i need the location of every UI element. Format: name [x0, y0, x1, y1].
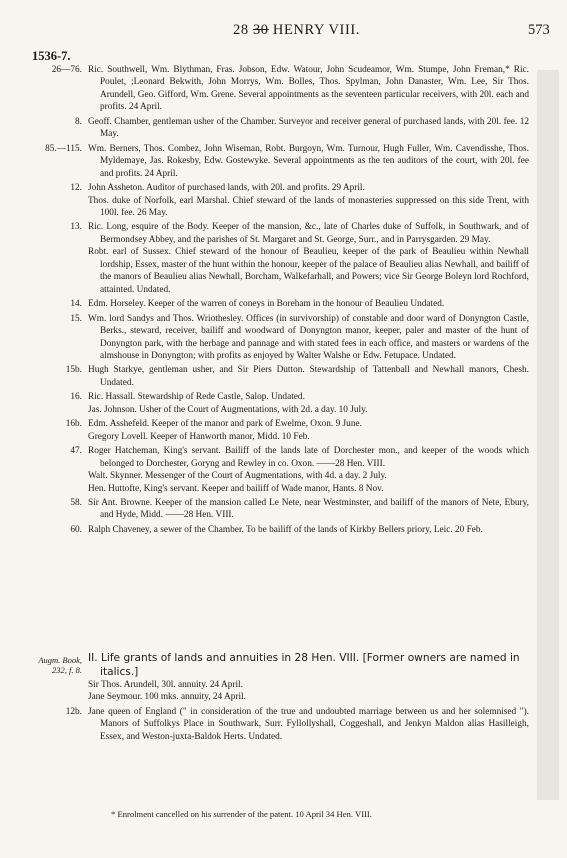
entry-text: Sir Ant. Browne. Keeper of the mansion called Le Nete, near Westminster, and bailiff of the manors of Nete, Ebury, and Hyde, Midd. ——28 Hen. VIII.: [88, 497, 529, 521]
entry-number: 13.: [70, 222, 82, 233]
entry-text: Hugh Starkye, gentleman usher, and Sir Piers Dutton. Stewardship of Tattenball and Newhall manors, Chesh. Undated.: [88, 365, 529, 388]
entry-number: 47.: [70, 446, 82, 457]
list-item: [0, 470, 567, 482]
list-item: [0, 246, 567, 296]
entry-text: Roger Hatcheman, King's servant. Bailiff of the lands late of Dorchester mon., and keeper of the woods which belonged to Dorchester, Goryng and Rewley in co. Oxon. ——28 Hen. VIII.: [88, 446, 529, 469]
list-item: [0, 679, 567, 691]
entry-number: 16.: [70, 392, 82, 403]
entry-number: 15b.: [65, 365, 82, 376]
entry-text: Ralph Chaveney, a sewer of the Chamber. To be bailiff of the lands of Kirkby Bellers priory, Leic. 20 Feb.: [88, 524, 483, 535]
list-item: [0, 182, 567, 194]
entry-text: Walt. Skynner. Messenger of the Court of Augmentations, with 4d. a day. 2 July.: [88, 471, 387, 482]
list-item: [0, 431, 567, 443]
list-item: [0, 116, 567, 141]
margin-ref-line: 232, f. 8.: [52, 665, 82, 675]
entry-text: Jane queen of England (" in consideration of the true and undoubted marriage between us and her solemnised "). Manors of Suffolkys Place in Southwark, Surr. Fyllollyshall, Coggeshall, and Jenkyn Maldon alias Hasilleigh, Essex, and Weston-juxta-Baldok Herts. Undated.: [88, 706, 529, 742]
reign-number: 28: [233, 22, 249, 38]
entry-text: Hen. Huttofte, King's servant. Keeper and bailiff of Wade manor, Hants. 8 Nov.: [88, 483, 384, 494]
entries-list: [0, 64, 567, 536]
entry-text: Edm. Asshefeld. Keeper of the manor and park of Ewelme, Oxon. 9 June.: [88, 419, 362, 430]
list-item: [0, 313, 567, 363]
margin-reference: [0, 652, 88, 679]
page-number: 573: [528, 22, 550, 38]
entry-text: Gregory Lovell. Keeper of Hanworth manor, Midd. 10 Feb.: [88, 431, 310, 442]
entry-text: Sir Thos. Arundell, 30l. annuity. 24 April.: [88, 680, 243, 690]
list-item: [0, 483, 567, 495]
entry-number: 14.: [70, 299, 82, 310]
entry-text: Wm. Berners, Thos. Combez, John Wiseman, Robt. Burgoyn, Wm. Turnour, Hugh Fuller, Wm. Cavendisshe, Thos. Myldemaye, Jas. Rokesby, Edw. Gostewyke. Several appointments as the ten auditors of the court, with 20l. fee and profits. 24 April.: [88, 143, 529, 179]
entry-number: 58.: [70, 497, 82, 508]
entry-text: Wm. lord Sandys and Thos. Wriothesley. Offices (in survivorship) of constable and door ward of Donyngton Castle, Berks., steward, receiver, bailiff and woodward of Donyngton manor, keeper, paler and master of the hunt of Donyngton park, with the herbage and pannage and with stated fees in each office, and masters or wardens of the almshouse in Donyngton; with profits as enjoyed by Walter Walshe or Edw. Fetupace. Undated.: [88, 313, 529, 361]
section-heading: II. Life grants of lands and annuities in 28 Hen. VIII. [Former owners are named in italics.]: [88, 652, 520, 678]
entry-number: 26—76.: [51, 65, 82, 75]
list-item: [0, 64, 567, 114]
entry-number: [0, 404, 88, 416]
section-heading-row: [0, 652, 567, 679]
entry-number: [0, 691, 88, 703]
entry-number: [0, 431, 88, 443]
list-item: [0, 445, 567, 470]
entry-number: 60.: [70, 524, 82, 535]
list-item: [0, 524, 567, 536]
list-item: [0, 391, 567, 403]
list-item: [0, 404, 567, 416]
footnote: [0, 809, 567, 819]
year-heading: 1536-7.: [32, 49, 71, 63]
reign-title: HENRY VIII.: [272, 22, 361, 38]
list-item: [0, 221, 567, 246]
watermark-stamp: [535, 70, 561, 800]
entry-number: [0, 483, 88, 495]
list-item: [0, 691, 567, 703]
reign-number-cancelled: 30: [252, 22, 269, 38]
footnote-text: * Enrolment cancelled on his surrender of the patent. 10 April 34 Hen. VIII.: [111, 809, 372, 819]
entry-number: [0, 195, 88, 220]
entry-text: Ric. Southwell, Wm. Blythman, Fras. Jobson, Edw. Watour, John Scudeamor, Wm. Stumpe, John Freman,* Ric. Poulet, ;Leonard Bekwith, John Morrys, Wm. Bolles, Thos. Spylman, John Danaster, Wm. Lee, Sir Thos. Arundell, Geo. Gifford, Wm. Grene. Several appointments as the seventeen particular receivers, with 20l. each and profits. 24 April.: [88, 65, 529, 113]
entry-number: 15.: [70, 313, 82, 324]
entry-number: 8.: [75, 116, 82, 127]
entry-text: Ric. Long, esquire of the Body. Keeper of the mansion, &c., late of Charles duke of Suffolk, in Southwark, and of Bermondsey Abbey, and the parishes of St. Margaret and St. George, Surr., and in Parrysgarden. 29 May.: [88, 222, 529, 245]
list-item: [0, 143, 567, 180]
entry-text: Ric. Hassall. Stewardship of Rede Castle, Salop. Undated.: [88, 392, 305, 403]
page-header: [0, 22, 567, 42]
list-item: [0, 195, 567, 220]
list-item: [0, 298, 567, 310]
entry-number: [0, 679, 88, 691]
running-head: [233, 22, 360, 39]
list-item: [0, 497, 567, 522]
entry-text: Edm. Horseley. Keeper of the warren of coneys in Boreham in the honour of Beaulieu Undated.: [88, 299, 445, 310]
entry-number: 12b.: [65, 706, 82, 717]
entry-text: Jane Seymour. 100 mks. annuity, 24 April.: [88, 692, 246, 703]
entry-number: 12.: [70, 183, 82, 194]
section-life-grants: [0, 652, 567, 743]
list-item: [0, 418, 567, 430]
entry-text: Geoff. Chamber, gentleman usher of the Chamber. Surveyor and receiver general of purchased lands, with 20l. fee. 12 May.: [88, 116, 529, 140]
entry-text: Robt. earl of Sussex. Chief steward of the honour of Beaulieu, keeper of the park of Beaulieu within Newhall lordship, Essex, master of the hunt within the honour, keeper of the palace of Beaulieu alias Newhall, and bailiff of the manors of Beaulieu alias Newhall, Borcham, Walkefarhall, and Powers; vice Sir George Boleyn lord Rochford, attainted. Undated.: [88, 247, 529, 295]
entry-text: Thos. duke of Norfolk, earl Marshal. Chief steward of the lands of monasteries suppressed on this side Trent, with 100l. fee. 26 May.: [88, 195, 529, 218]
list-item: [0, 364, 567, 389]
list-item: [0, 706, 567, 743]
entry-text: John Assheton. Auditor of purchased lands, with 20l. and profits. 29 April.: [88, 183, 365, 194]
entry-text: Jas. Johnson. Usher of the Court of Augmentations, with 2d. a day. 10 July.: [88, 404, 368, 415]
margin-ref-line: Augm. Book,: [38, 655, 82, 665]
entry-number: 16b.: [65, 419, 82, 430]
entry-number: [0, 246, 88, 296]
entry-number: [0, 470, 88, 482]
entry-number: 85.—115.: [45, 143, 82, 154]
